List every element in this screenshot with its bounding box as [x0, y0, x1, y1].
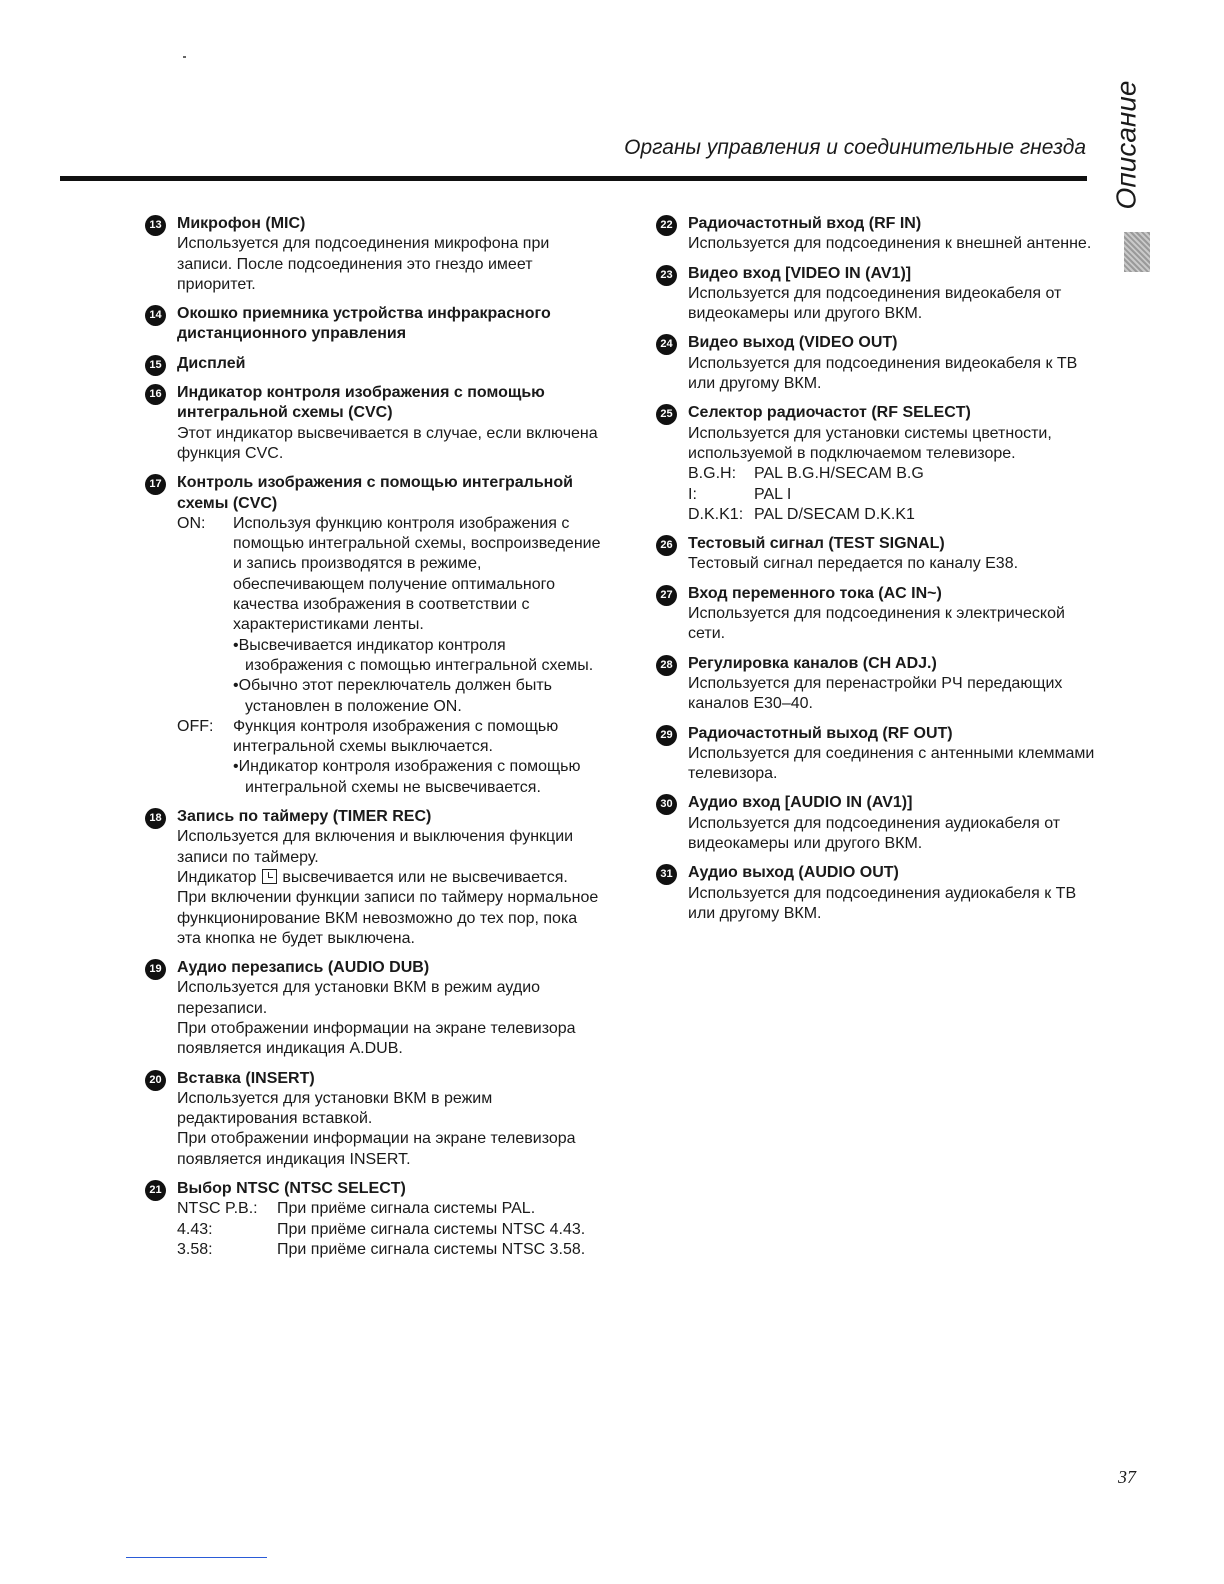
chapter-marker-block — [1124, 232, 1150, 272]
item-title: Вставка (INSERT) — [177, 1069, 315, 1087]
item-title: Тестовый сигнал (TEST SIGNAL) — [688, 535, 945, 553]
item-number-badge: 21 — [145, 1180, 166, 1201]
footer-rule — [126, 1557, 267, 1558]
option-row — [688, 485, 1096, 505]
option-key: I: — [688, 485, 697, 503]
item-description: Этот индикатор высвечивается в случае, если включена функция CVC. — [177, 424, 598, 462]
item-title: Микрофон (MIC) — [177, 215, 306, 232]
item-description: Тестовый сигнал передается по каналу E38. — [688, 555, 1019, 573]
item-description-indicator — [177, 868, 605, 888]
list-item-31 — [656, 863, 1096, 924]
item-description: Используется для подсоединения видеокабеля от видеокамеры или другого ВКМ. — [688, 284, 1062, 323]
item-title: Видео выход (VIDEO OUT) — [688, 334, 898, 352]
list-item-19 — [145, 958, 605, 1059]
item-title: Радиочастотный выход (RF OUT) — [688, 724, 953, 742]
option-value: PAL D/SECAM D.K.K1 — [754, 505, 915, 523]
list-item-25 — [656, 403, 1096, 525]
option-value — [233, 717, 605, 798]
item-number-badge: 30 — [656, 794, 677, 815]
option-on — [177, 514, 605, 717]
list-item-27 — [656, 584, 1096, 645]
list-item-15 — [145, 354, 605, 374]
item-number-badge: 15 — [145, 355, 166, 376]
list-item-22 — [656, 214, 1096, 255]
option-key: 3.58: — [177, 1240, 213, 1258]
item-title: Вход переменного тока (AC IN~) — [688, 584, 942, 602]
item-description-note: При отображении информации на экране телевизора появляется индикация INSERT. — [177, 1130, 576, 1168]
item-number-badge: 25 — [656, 404, 677, 425]
item-title: Запись по таймеру (TIMER REC) — [177, 808, 432, 826]
option-value — [233, 514, 605, 717]
list-item-30 — [656, 793, 1096, 854]
option-text: Используя функцию контроля изображения с помощью интегральной схемы, воспроизведение и запись производятся в режиме, обеспечивающем получение оптимального качества изображения в соответствии с характеристиками ленты. — [233, 514, 601, 634]
item-number-badge: 17 — [145, 474, 166, 495]
option-row — [177, 1220, 605, 1240]
option-row — [177, 1240, 605, 1260]
item-description: Используется для установки ВКМ в режим редактирования вставкой. — [177, 1089, 493, 1128]
option-key: ON: — [177, 514, 206, 532]
item-description: Используется для подсоединения к внешней антенне. — [688, 235, 1092, 253]
indicator-text-before: Индикатор — [177, 868, 257, 886]
list-item-24 — [656, 333, 1096, 394]
item-title: Индикатор контроля изображения с помощью интегральной схемы (CVC) — [177, 384, 545, 422]
indicator-text-after: высвечивается или не высвечивается. — [282, 868, 568, 886]
list-item-20 — [145, 1069, 605, 1170]
option-value: При приёме сигнала системы PAL. — [277, 1200, 536, 1218]
option-key: OFF: — [177, 717, 214, 735]
item-title: Аудио выход (AUDIO OUT) — [688, 864, 899, 882]
item-title: Селектор радиочастот (RF SELECT) — [688, 404, 971, 422]
item-number-badge: 19 — [145, 959, 166, 980]
list-item-21 — [145, 1179, 605, 1260]
item-description: Используется для установки системы цветности, используемой в подключаемом телевизоре. — [688, 424, 1052, 462]
item-title: Видео вход [VIDEO IN (AV1)] — [688, 264, 912, 282]
bullet-point: • Высвечивается индикатор контроля изображения с помощью интегральной схемы. — [233, 636, 605, 677]
option-value: При приёме сигнала системы NTSC 4.43. — [277, 1220, 586, 1238]
item-description: Используется для подсоединения аудиокабеля к ТВ или другому ВКМ. — [688, 884, 1077, 922]
item-number-badge: 20 — [145, 1070, 166, 1091]
scan-speck — [183, 56, 186, 58]
option-text: Функция контроля изображения с помощью интегральной схемы выключается. — [233, 717, 559, 756]
item-number-badge: 22 — [656, 215, 677, 236]
option-key: D.K.K1: — [688, 505, 744, 523]
item-number-badge: 27 — [656, 585, 677, 606]
list-item-14 — [145, 304, 605, 345]
option-row — [688, 464, 1096, 484]
item-title: Регулировка каналов (CH ADJ.) — [688, 654, 937, 672]
left-column — [145, 214, 605, 1269]
item-title: Аудио перезапись (AUDIO DUB) — [177, 959, 430, 977]
right-column — [656, 214, 1096, 933]
section-header-title: Органы управления и соединительные гнезда — [624, 136, 1086, 159]
list-item-13 — [145, 214, 605, 295]
item-description-note: При отображении информации на экране телевизора появляется индикация A.DUB. — [177, 1019, 576, 1058]
option-value: PAL I — [754, 485, 792, 503]
list-item-17 — [145, 473, 605, 798]
item-number-badge: 16 — [145, 384, 166, 405]
item-description: Используется для подсоединения к электрической сети. — [688, 605, 1065, 643]
list-item-18 — [145, 807, 605, 949]
list-item-28 — [656, 654, 1096, 715]
item-number-badge: 23 — [656, 265, 677, 286]
timer-icon — [262, 869, 277, 884]
item-number-badge: 18 — [145, 808, 166, 829]
list-item-29 — [656, 724, 1096, 785]
header-divider — [60, 176, 1087, 181]
item-title: Контроль изображения с помощью интегральной схемы (CVC) — [177, 474, 573, 512]
item-title: Окошко приемника устройства инфракрасного дистанционного управления — [177, 305, 551, 343]
option-row — [177, 1199, 605, 1219]
item-number-badge: 26 — [656, 535, 677, 556]
item-description: Используется для подсоединения видеокабеля к ТВ или другому ВКМ. — [688, 354, 1078, 393]
list-item-26 — [656, 534, 1096, 575]
item-description: Используется для перенастройки РЧ передающих каналов E30–40. — [688, 674, 1063, 713]
chapter-side-tab-label: Описание — [1110, 80, 1142, 210]
item-title: Радиочастотный вход (RF IN) — [688, 215, 922, 232]
item-number-badge: 29 — [656, 725, 677, 746]
item-title: Выбор NTSC (NTSC SELECT) — [177, 1180, 406, 1198]
item-number-badge: 24 — [656, 334, 677, 355]
item-description: Используется для подсоединения микрофона при записи. После подсоединения это гнездо имеет приоритет. — [177, 235, 550, 293]
item-description: Используется для соединения с антенными клеммами телевизора. — [688, 744, 1095, 783]
list-item-16 — [145, 383, 605, 464]
item-number-badge: 28 — [656, 655, 677, 676]
item-title: Дисплей — [177, 354, 246, 372]
option-row — [688, 505, 1096, 525]
item-number-badge: 14 — [145, 305, 166, 326]
bullet-point: • Индикатор контроля изображения с помощью интегральной схемы не высвечивается. — [233, 757, 605, 798]
list-item-23 — [656, 264, 1096, 325]
option-value: При приёме сигнала системы NTSC 3.58. — [277, 1240, 586, 1258]
chapter-side-tab — [1096, 60, 1156, 230]
bullet-point: • Обычно этот переключатель должен быть установлен в положение ON. — [233, 676, 605, 717]
option-off — [177, 717, 605, 798]
item-description: Используется для включения и выключения функции записи по таймеру. — [177, 828, 574, 866]
item-number-badge: 31 — [656, 864, 677, 885]
page-number: 37 — [1118, 1467, 1136, 1487]
option-key: B.G.H: — [688, 465, 737, 483]
item-description: Используется для подсоединения аудиокабеля от видеокамеры или другого ВКМ. — [688, 814, 1061, 853]
option-key: NTSC P.B.: — [177, 1200, 258, 1218]
item-description-note: При включении функции записи по таймеру нормальное функционирование ВКМ невозможно до тех пор, пока эта кнопка не будет выключена. — [177, 889, 599, 947]
option-key: 4.43: — [177, 1220, 213, 1238]
item-description: Используется для установки ВКМ в режим аудио перезаписи. — [177, 979, 541, 1017]
item-title: Аудио вход [AUDIO IN (AV1)] — [688, 794, 913, 812]
option-value: PAL B.G.H/SECAM B.G — [754, 465, 924, 483]
item-number-badge: 13 — [145, 215, 166, 236]
